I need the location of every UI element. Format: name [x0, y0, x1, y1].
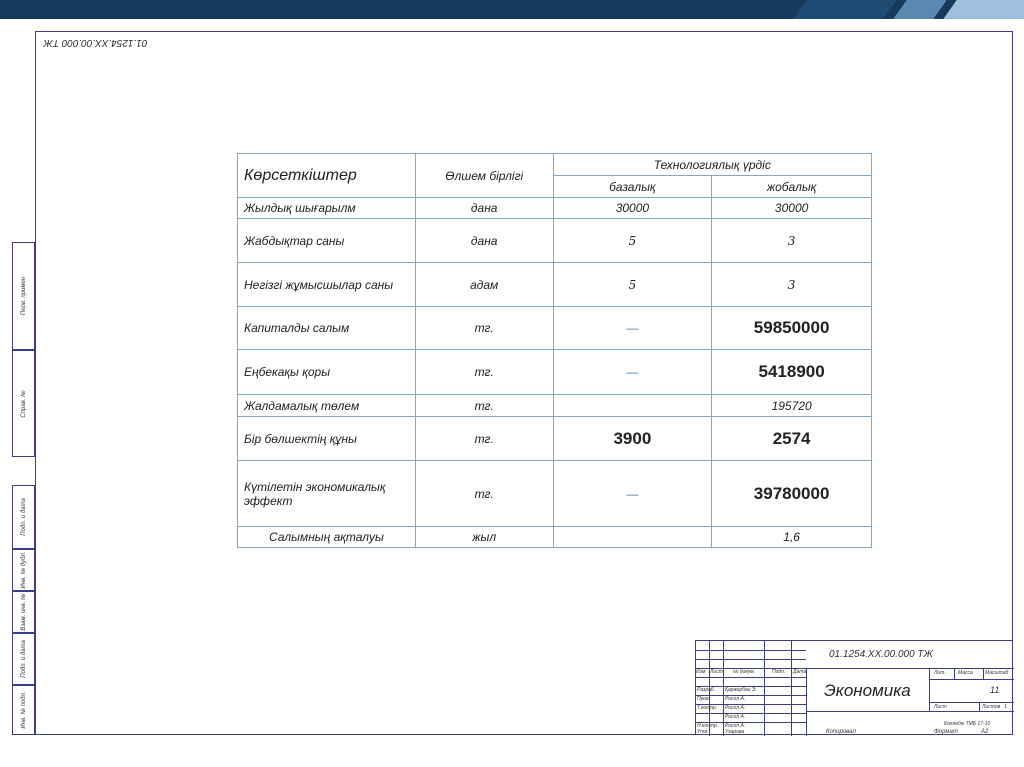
stamp-name: Росол А. [725, 705, 746, 711]
stamp-col-header: Изм [696, 669, 706, 675]
stamp-line [806, 711, 1014, 712]
stamp-line [696, 659, 806, 660]
stamp-line [929, 679, 1014, 680]
side-cell [12, 685, 35, 735]
row-project: 5418900 [712, 350, 872, 395]
stamp-group: Колледж ТМБ 17-10 [944, 721, 991, 727]
stamp-code: 01.1254.XX.00.000 ТЖ [829, 649, 933, 660]
row-label: Жылдық шығарылм [238, 198, 416, 219]
stamp-line [806, 668, 807, 736]
stamp-lit-label: Лит. [934, 670, 946, 676]
stamp-format-label: Формат [934, 729, 958, 735]
row-base [553, 395, 712, 417]
row-label: Күтілетін экономикалық эффект [238, 461, 416, 527]
row-base-dash: — [553, 461, 712, 527]
side-label: Подп. и дата [20, 640, 27, 678]
row-label: Еңбекақы қоры [238, 350, 416, 395]
table-row [238, 307, 872, 350]
side-label: Справ. № [20, 389, 27, 418]
stamp-sheet-number: 11 [990, 685, 1000, 695]
side-cell [12, 350, 35, 457]
side-label: Взам. инв. № [20, 593, 27, 631]
row-unit: тг. [415, 307, 553, 350]
row-project: 39780000 [712, 461, 872, 527]
row-project: 195720 [712, 395, 872, 417]
header-unit: Өлшем бірлігі [415, 154, 553, 198]
stamp-name: Ухарова [725, 729, 745, 735]
rotated-doc-code: 01.1254.XX.00.000 ТЖ [35, 31, 155, 53]
row-base: 5 [553, 219, 712, 263]
stamp-line [696, 695, 806, 696]
row-base: 30000 [553, 198, 712, 219]
side-label: Инв. № дубл. [20, 551, 27, 589]
stamp-line [979, 702, 980, 711]
slide-top-bar [0, 0, 1024, 19]
title-block [695, 640, 1013, 735]
banner-stripe [943, 0, 1024, 19]
side-label: Перв. примен [20, 276, 27, 316]
stamp-role: Пров. [697, 696, 711, 702]
stamp-role: Разраб. [697, 687, 716, 693]
side-cell [12, 549, 35, 591]
header-process: Технологиялық үрдіс [553, 154, 871, 176]
table-row [238, 417, 872, 461]
row-base: 3900 [553, 417, 712, 461]
stamp-name: Росол А. [725, 714, 746, 720]
row-label: Салымның ақталуы [238, 527, 416, 548]
stamp-role: Н.контр. [697, 723, 719, 729]
stamp-name: Росол А. [725, 696, 746, 702]
row-unit: дана [415, 198, 553, 219]
banner-stripe [893, 0, 946, 19]
stamp-scale-label: Масштаб [985, 670, 1009, 676]
table-row [238, 461, 872, 527]
side-label: Инв. № подл. [20, 691, 27, 729]
stamp-line [696, 677, 806, 678]
row-unit: тг. [415, 350, 553, 395]
side-cell [12, 633, 35, 685]
table-row [238, 198, 872, 219]
row-base-dash: — [553, 350, 712, 395]
stamp-title: Экономика [824, 681, 911, 700]
row-project: 2574 [712, 417, 872, 461]
stamp-col-header: Дата [793, 669, 807, 675]
stamp-line [954, 668, 955, 679]
row-label: Жабдықтар саны [238, 219, 416, 263]
table-row [238, 219, 872, 263]
stamp-mass-label: Масса [958, 670, 973, 676]
stamp-copied: Копировал [826, 729, 856, 735]
table-row [238, 395, 872, 417]
stamp-sheets-label: Листов [982, 704, 1001, 710]
row-project: 1,6 [712, 527, 872, 548]
row-unit: жыл [415, 527, 553, 548]
stamp-name: Росол А. [725, 723, 746, 729]
row-label: Негізгі жұмысшылар саны [238, 263, 416, 307]
stamp-role: Т.контр. [697, 705, 718, 711]
stamp-name: Қаржаубаи Э. [725, 687, 757, 693]
row-project: 59850000 [712, 307, 872, 350]
row-unit: дана [415, 219, 553, 263]
row-base-dash: — [553, 307, 712, 350]
table-row [238, 527, 872, 548]
side-cell [12, 485, 35, 549]
stamp-col-header: Подп. [772, 669, 786, 675]
row-label: Бір бөлшектің құны [238, 417, 416, 461]
stamp-line [983, 668, 984, 679]
table-row [238, 263, 872, 307]
side-cell [12, 591, 35, 633]
row-project: 3 [712, 263, 872, 307]
row-project: 3 [712, 219, 872, 263]
stamp-line [929, 702, 1014, 703]
table-row [238, 350, 872, 395]
side-strip [12, 242, 35, 735]
economics-table [237, 153, 872, 548]
stamp-format-value: А2 [981, 729, 989, 735]
stamp-col-header: № докум. [733, 669, 756, 675]
stamp-line [696, 713, 806, 714]
row-project: 30000 [712, 198, 872, 219]
row-unit: адам [415, 263, 553, 307]
banner-stripe [793, 0, 896, 19]
stamp-line [696, 650, 806, 651]
row-unit: тг. [415, 417, 553, 461]
header-base: базалық [553, 176, 712, 198]
header-indicators: Көрсеткіштер [238, 154, 416, 198]
header-project: жобалық [712, 176, 872, 198]
stamp-line [929, 668, 930, 711]
stamp-sheets-value: 1 [1004, 704, 1007, 710]
row-label: Капиталды салым [238, 307, 416, 350]
stamp-sheet-label: Лист [934, 704, 947, 710]
side-label: Подп. и дата [20, 498, 27, 536]
stamp-role: Утв. [697, 729, 709, 735]
row-unit: тг. [415, 461, 553, 527]
row-base [553, 527, 712, 548]
stamp-col-header: Лист [710, 669, 723, 675]
header-row [238, 154, 872, 176]
side-cell [12, 242, 35, 350]
row-base: 5 [553, 263, 712, 307]
row-unit: тг. [415, 395, 553, 417]
row-label: Жалдамалық төлем [238, 395, 416, 417]
